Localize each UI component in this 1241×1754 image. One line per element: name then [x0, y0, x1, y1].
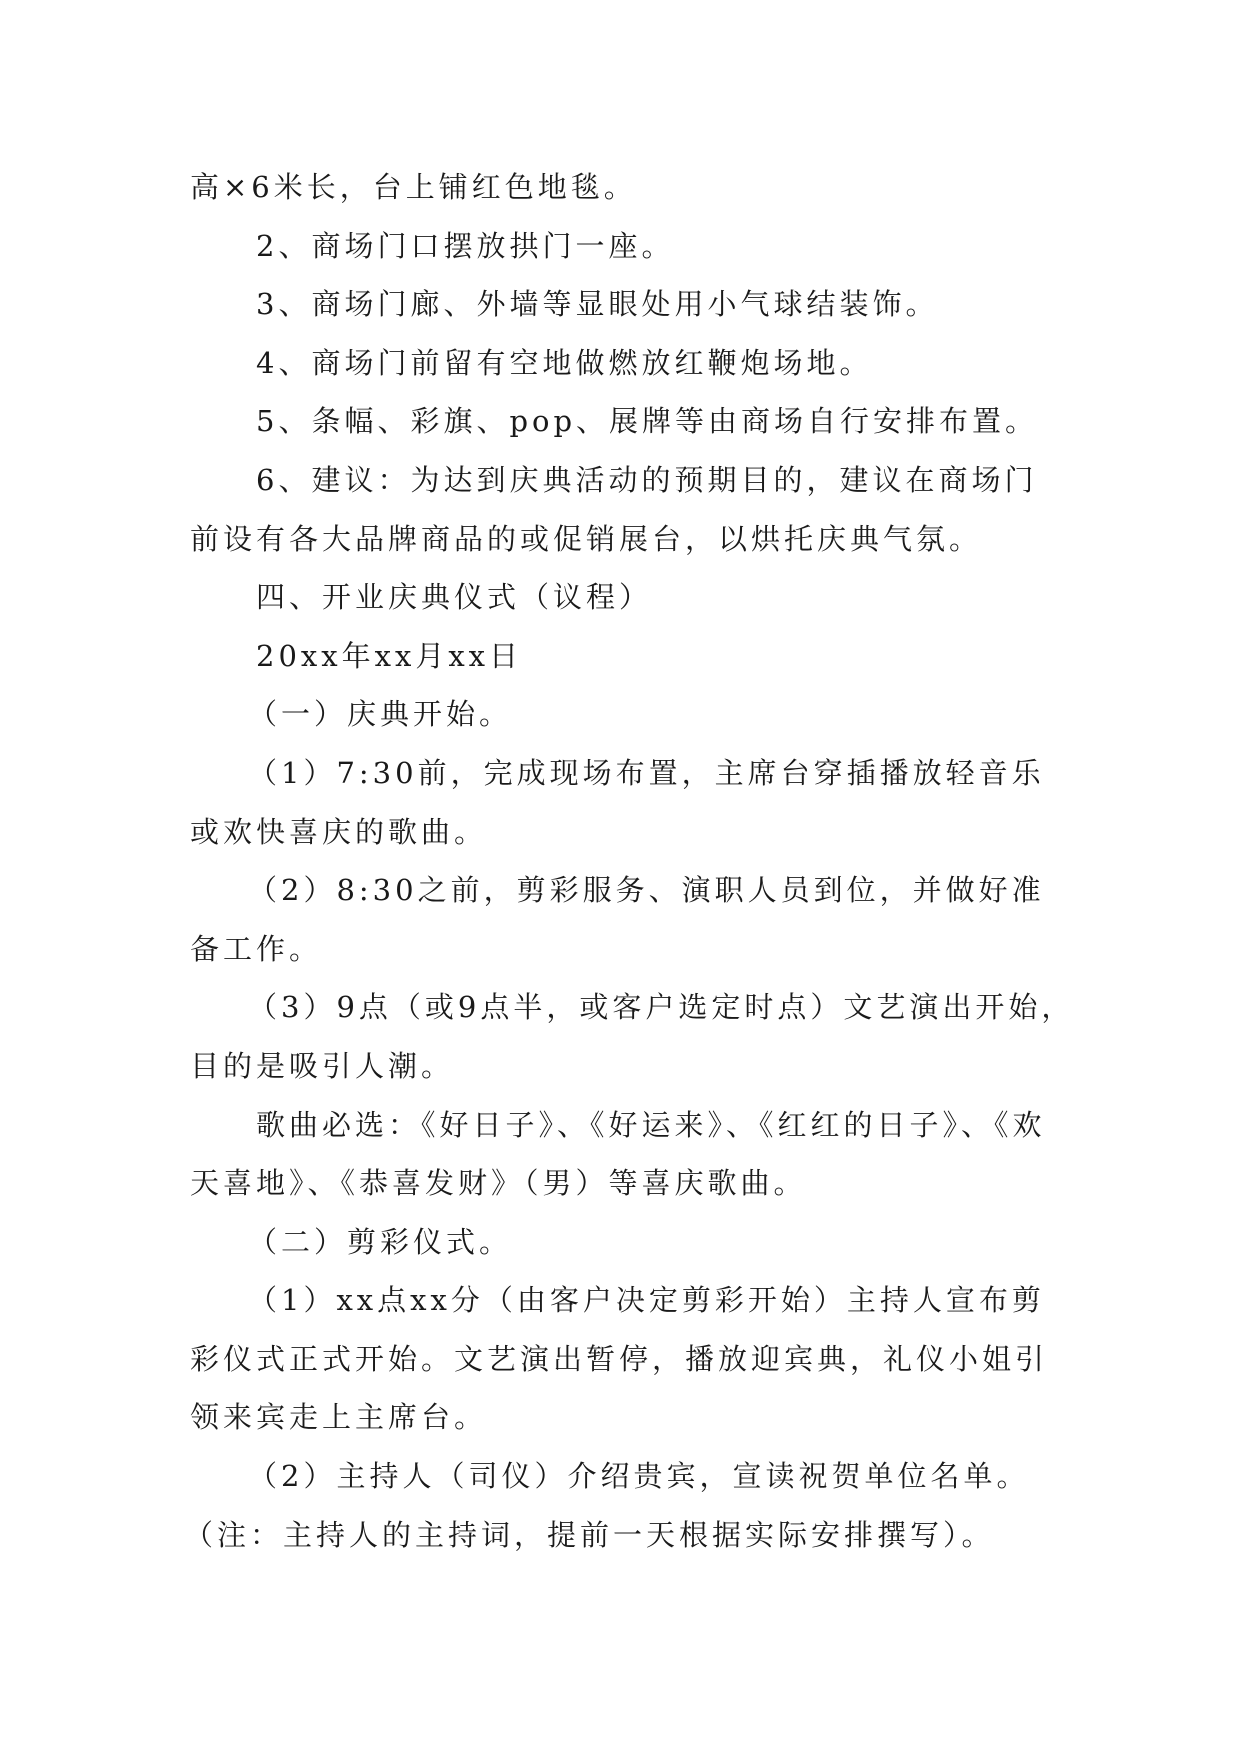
text-line: （注：主持人的主持词，提前一天根据实际安排撰写）。	[184, 1517, 995, 1552]
subsection-heading: （二）剪彩仪式。	[248, 1224, 513, 1259]
list-item: 3、商场门廊、外墙等显眼处用小气球结装饰。	[256, 287, 939, 322]
list-item: 2、商场门口摆放拱门一座。	[256, 228, 675, 263]
text-line: 或欢快喜庆的歌曲。	[190, 814, 488, 849]
text-line: 备工作。	[190, 931, 323, 966]
text-line: 领来宾走上主席台。	[190, 1400, 488, 1435]
list-item: （2）主持人（司仪）介绍贵宾，宣读祝贺单位名单。	[248, 1459, 1030, 1494]
list-item: （2）8:30之前，剪彩服务、演职人员到位，并做好准	[248, 873, 1045, 908]
text-line: 天喜地》、《恭喜发财》（男）等喜庆歌曲。	[190, 1166, 807, 1201]
text-line: 前设有各大品牌商品的或促销展台，以烘托庆典气氛。	[190, 521, 983, 556]
date-line: 20xx年xx月xx日	[256, 638, 523, 673]
section-heading: 四、开业庆典仪式（议程）	[256, 580, 653, 615]
list-item: 6、建议：为达到庆典活动的预期目的，建议在商场门	[256, 462, 1038, 497]
list-item: 5、条幅、彩旗、pop、展牌等由商场自行安排布置。	[256, 404, 1039, 439]
subsection-heading: （一）庆典开始。	[248, 697, 513, 732]
list-item: （1）xx点xx分（由客户决定剪彩开始）主持人宣布剪	[248, 1283, 1045, 1318]
text-line: 目的是吸引人潮。	[190, 1048, 455, 1083]
text-line: 歌曲必选：《好日子》、《好运来》、《红红的日子》、《欢	[256, 1107, 1046, 1142]
document-body	[184, 158, 1075, 1564]
text-line: 高×6米长，台上铺红色地毯。	[190, 170, 637, 204]
list-item: （3）9点（或9点半，或客户选定时点）文艺演出开始，	[248, 990, 1075, 1025]
list-item: 4、商场门前留有空地做燃放红鞭炮场地。	[256, 345, 873, 380]
list-item: （1）7:30前，完成现场布置，主席台穿插播放轻音乐	[248, 755, 1045, 790]
text-line: 彩仪式正式开始。文艺演出暂停，播放迎宾典，礼仪小姐引	[190, 1341, 1049, 1376]
